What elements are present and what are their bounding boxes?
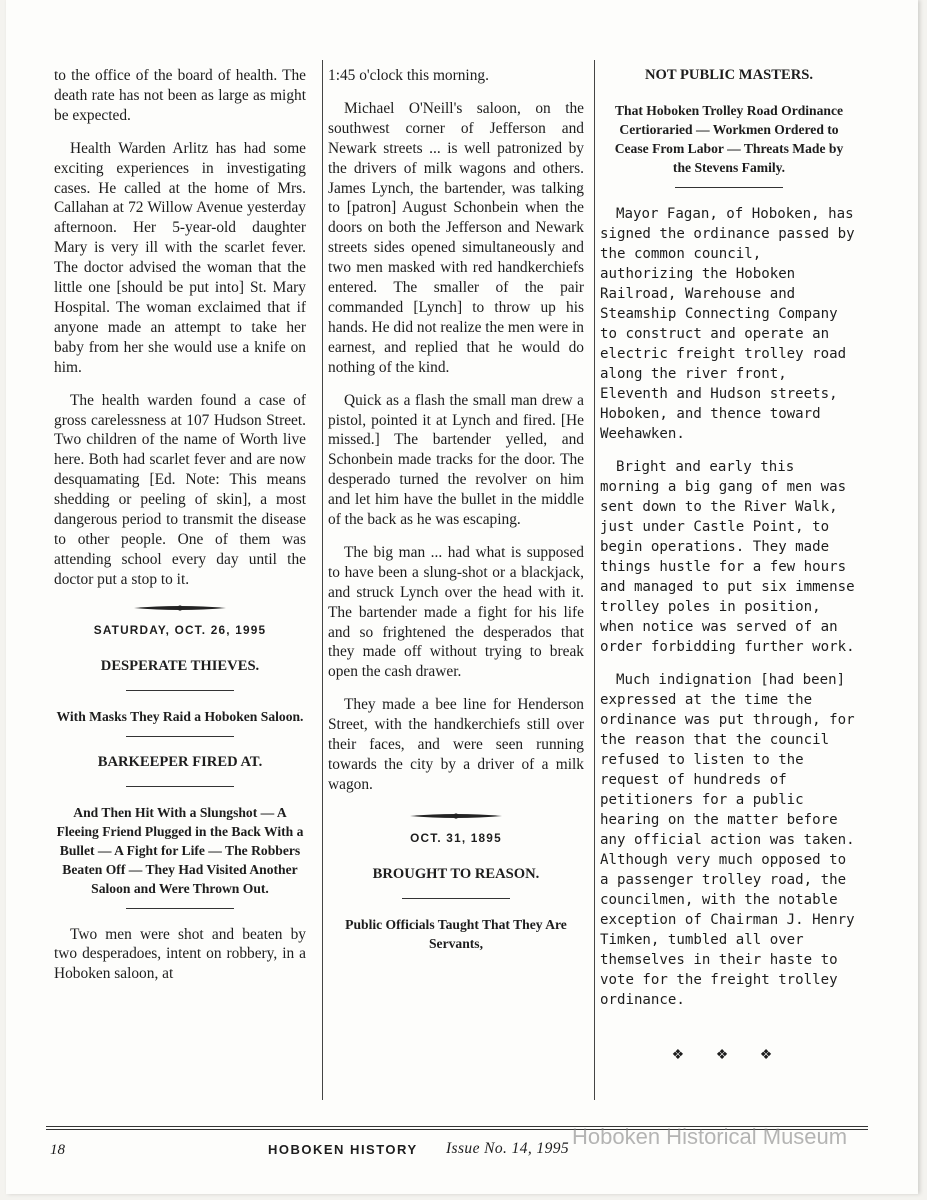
subheadline: With Masks They Raid a Hoboken Saloon. xyxy=(56,708,304,724)
paragraph: Much indignation [had been] expressed at the time the ordinance was put through, for the reason that the council refused to listen to the request of hundreds of petitioners for a public hearing on the matter before any official action was taken. Although very much opposed to a passenger trolley road, the councilmen, with the notable exception of Chairman J. Henry Timken, tumbled all over themselves in their haste to vote for the freight trolley ordinance. xyxy=(600,672,855,1008)
divider xyxy=(126,908,234,909)
headline: BROUGHT TO REASON. xyxy=(372,865,540,882)
publication-title: HOBOKEN HISTORY xyxy=(268,1142,418,1157)
column-divider-right xyxy=(594,60,595,1100)
section-end-ornament-icon: ❖ ❖ ❖ xyxy=(671,1048,787,1063)
divider xyxy=(126,736,234,737)
headline: NOT PUBLIC MASTERS. xyxy=(645,67,813,83)
watermark: Hoboken Historical Museum xyxy=(572,1124,848,1149)
divider xyxy=(675,187,783,188)
paragraph: They made a bee line for Henderson Street, with the handkerchiefs still over their faces, and were seen running towards the city by a driver of a milk wagon. xyxy=(328,696,584,793)
column-divider-left xyxy=(322,60,323,1100)
divider xyxy=(126,786,234,787)
divider xyxy=(402,898,510,899)
paragraph: The big man ... had what is supposed to have been a slung-shot or a blackjack, and struck Lynch over the head with it. The bartender made a fight for his life and so frightened the desperados that they made off without trying to break open the cash drawer. xyxy=(328,543,584,681)
subheadline: And Then Hit With a Slungshot — A Fleeing Friend Plugged in the Back With a Bullet — A Fight for Life — The Robbers Beaten Off — They Had Visited Another Saloon and Were Thrown Out. xyxy=(56,804,304,896)
magazine-page xyxy=(6,0,918,1194)
headline: BARKEEPER FIRED AT. xyxy=(97,753,263,770)
ornament-divider-icon xyxy=(134,603,226,613)
dateline: OCT. 31, 1895 xyxy=(410,830,502,845)
paragraph: Quick as a flash the small man drew a pistol, pointed it at Lynch and fired. [He missed.] The bartender yelled, and Schonbein made tracks for the door. The desperado turned the revolver on him and let him have the bullet in the middle of the back as he was escaping. xyxy=(328,391,584,529)
dateline: SATURDAY, OCT. 26, 1995 xyxy=(93,622,267,637)
paragraph: Health Warden Arlitz has had some exciting experiences in investigating cases. He called at the home of Mrs. Callahan at 72 Willow Avenue yesterday afternoon. Her 5-year-old daughter Mary is very ill with the scarlet fever. The doctor advised the woman that the little one [should be put into] St. Mary Hospital. The woman exclaimed that if anyone made an attempt to take her baby from her she would use a knife on him. xyxy=(54,139,306,376)
column-3 xyxy=(600,66,858,1066)
subheadline: That Hoboken Trolley Road Ordinance Certioraried — Workmen Ordered to Cease From Labor — Threats Made by the Stevens Family. xyxy=(614,103,844,175)
paragraph: Two men were shot and beaten by two desperadoes, intent on robbery, in a Hoboken saloon, at xyxy=(54,925,306,983)
paragraph: 1:45 o'clock this morning. xyxy=(328,67,489,84)
subheadline: Public Officials Taught That They Are Servants, xyxy=(345,916,567,951)
column-2 xyxy=(328,66,584,963)
paragraph: The health warden found a case of gross carelessness at 107 Hudson Street. Two children of the name of Worth live here. Both had scarlet fever and are now desquamating [Ed. Note: This means shedding or peeling of skin], a most dangerous period to transmit the disease to other people. One of them was attending school every day until the doctor put a stop to it. xyxy=(54,391,306,588)
headline: DESPERATE THIEVES. xyxy=(100,657,260,674)
ornament-divider-icon xyxy=(410,811,502,821)
paragraph: to the office of the board of health. The death rate has not been as large as might be expected. xyxy=(54,67,306,124)
column-1 xyxy=(54,66,306,997)
paragraph: Mayor Fagan, of Hoboken, has signed the ordinance passed by the common council, authorizing the Hoboken Railroad, Warehouse and Steamship Connecting Company to construct and operate an electric freight trolley road along the river front, Eleventh and Hudson streets, Hoboken, and thence toward Weehawken. xyxy=(600,206,855,442)
paragraph: Bright and early this morning a big gang of men was sent down to the River Walk, just under Castle Point, to begin operations. They made things hustle for a few hours and managed to put six immense trolley poles in position, when notice was served of an order forbidding further work. xyxy=(600,459,855,655)
paragraph: Michael O'Neill's saloon, on the southwest corner of Jefferson and Newark streets ... is well patronized by the drivers of milk wagons and others. James Lynch, the bartender, was talking to [patron] August Schonbein when the doors on both the Jefferson and Newark streets sides opened simultaneously and two men masked with red handkerchiefs entered. The smaller of the pair commanded [Lynch] to throw up his hands. He did not realize the men were in earnest, and replied that he would do nothing of the kind. xyxy=(328,99,584,376)
issue-label: Issue No. 14, 1995 xyxy=(446,1140,570,1157)
divider xyxy=(126,690,234,691)
page-number: 18 xyxy=(50,1142,65,1158)
